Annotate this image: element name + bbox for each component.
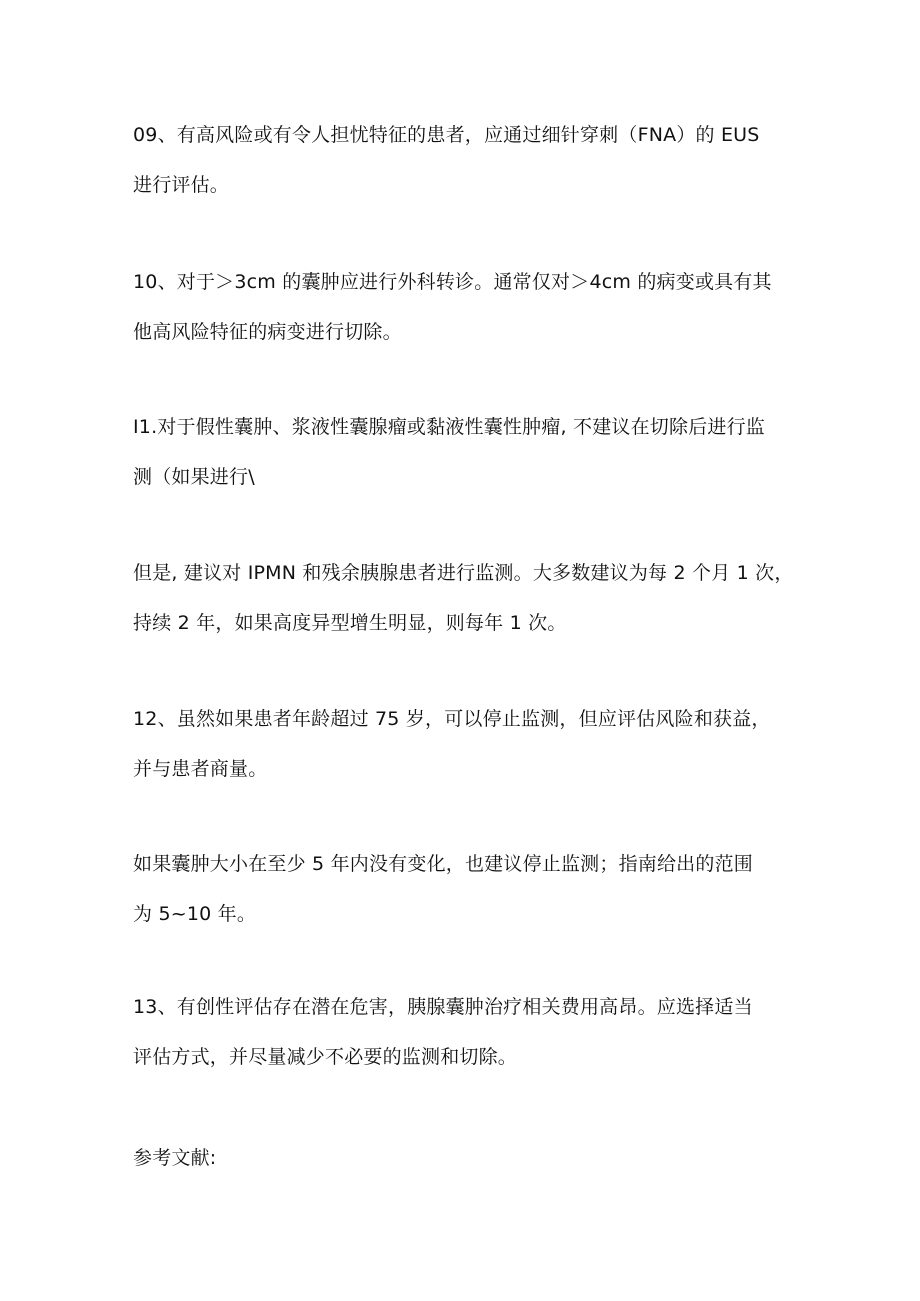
text-line: 并与患者商量。: [133, 758, 268, 780]
text-line: 测（如果进行\: [133, 466, 255, 488]
text-line: 12、虽然如果患者年龄超过 75 岁，可以停止监测，但应评估风险和获益，: [133, 708, 771, 730]
text-line: 13、有创性评估存在潜在危害，胰腺囊肿治疗相关费用高昂。应选择适当: [133, 996, 753, 1018]
text-line: 为 5~10 年。: [133, 903, 257, 925]
text-line: 他高风险特征的病变进行切除。: [133, 321, 402, 343]
text-line: 10、对于＞3cm 的囊肿应进行外科转诊。通常仅对＞4cm 的病变或具有其: [133, 271, 772, 293]
paragraph-ipmn-surveillance: [133, 548, 793, 648]
paragraph-13-invasive-harm: [133, 982, 793, 1082]
text-line: 评估方式，并尽量减少不必要的监测和切除。: [133, 1046, 518, 1068]
text-line: 持续 2 年，如果高度异型增生明显，则每年 1 次。: [133, 612, 567, 634]
paragraph-09-fna-eus: [133, 110, 793, 210]
text-line: I1.对于假性囊肿、浆液性囊腺瘤或黏液性囊性肿瘤, 不建议在切除后进行监: [133, 416, 766, 438]
paragraph-11-no-surveillance: [133, 402, 793, 502]
references-heading: [133, 1133, 793, 1183]
text-line: 参考文献:: [133, 1147, 217, 1169]
text-line: 如果囊肿大小在至少 5 年内没有变化，也建议停止监测；指南给出的范围: [133, 853, 753, 875]
text-line: 09、有高风险或有令人担忧特征的患者，应通过细针穿刺（FNA）的 EUS: [133, 124, 760, 146]
paragraph-size-stable-stop: [133, 839, 793, 939]
paragraph-10-surgical-referral: [133, 257, 793, 357]
paragraph-12-age-stop: [133, 694, 793, 794]
text-line: 进行评估。: [133, 174, 230, 196]
text-line: 但是, 建议对 IPMN 和残余胰腺患者进行监测。大多数建议为每 2 个月 1 次，: [133, 562, 794, 584]
